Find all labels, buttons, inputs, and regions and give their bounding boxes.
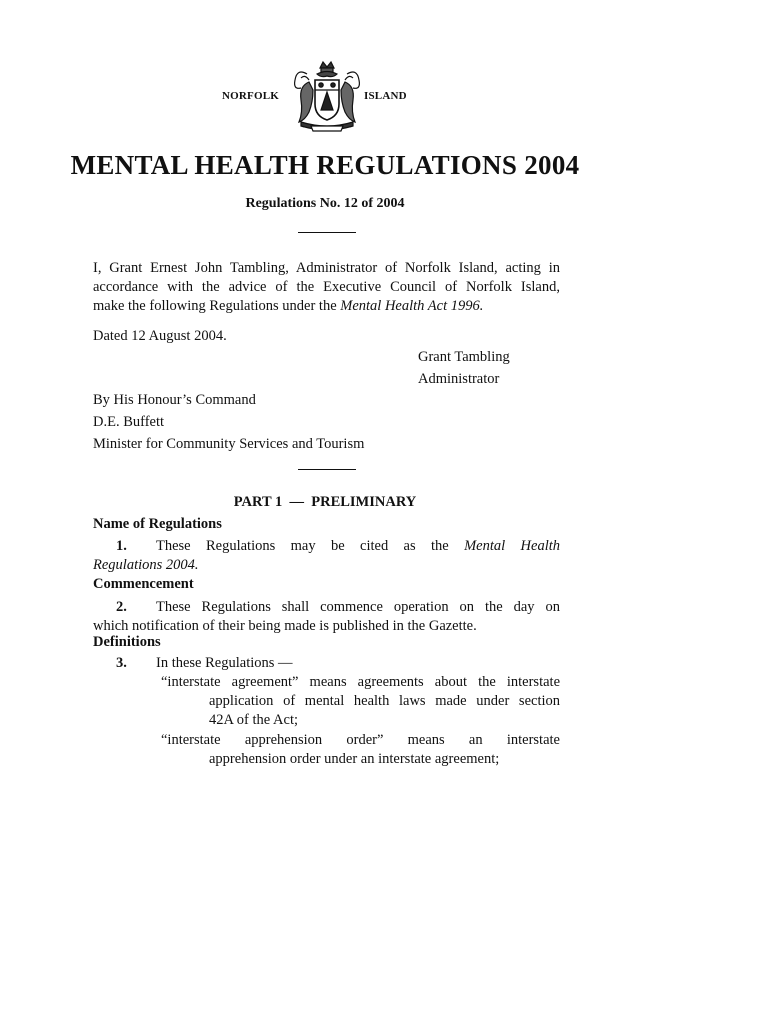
section-1-line-2	[93, 556, 560, 575]
header-norfolk: NORFOLK	[222, 90, 280, 102]
section-3-intro-line	[116, 654, 293, 673]
command-line-2: D.E. Buffett	[93, 414, 165, 430]
section-2-number: 2.	[116, 599, 127, 615]
section-1-body	[93, 537, 560, 575]
def-1-line-2: application of mental health laws made under section	[209, 693, 560, 709]
dated-line: Dated 12 August 2004.	[93, 328, 227, 344]
def-2-line-1: “interstate apprehension order” means an interstate	[161, 732, 560, 748]
section-3-intro: In these Regulations —	[156, 655, 293, 671]
section-3-number: 3.	[116, 655, 127, 671]
preamble-line-3-text: make the following Regulations under the	[93, 298, 341, 314]
command-line-3: Minister for Community Services and Tourism	[93, 436, 365, 452]
header-island: ISLAND	[364, 90, 407, 102]
part-dash: —	[289, 494, 304, 510]
part-heading	[0, 494, 650, 511]
section-2-line-2: which notification of their being made is published in the Gazette.	[93, 618, 477, 634]
command-line-1: By His Honour’s Command	[93, 392, 256, 408]
section-1-number: 1.	[116, 538, 127, 554]
section-1-text: These Regulations may be cited as the	[156, 538, 465, 554]
section-1-line-1	[93, 537, 560, 556]
document-title: MENTAL HEALTH REGULATIONS 2004	[70, 150, 580, 180]
def-1-line-1: “interstate agreement” means agreements about the interstate	[161, 674, 560, 690]
coat-of-arms-icon	[287, 60, 367, 136]
act-name: Mental Health Act 1996.	[340, 298, 484, 314]
preamble-line-3	[93, 297, 560, 316]
part-name: PRELIMINARY	[311, 494, 417, 510]
section-2-line-1	[93, 598, 560, 617]
def-1-line-3: 42A of the Act;	[209, 712, 299, 728]
section-1-italic-1: Mental Health	[464, 538, 560, 554]
title-divider	[298, 232, 356, 233]
preamble	[93, 259, 560, 316]
part-label: PART 1	[233, 494, 283, 510]
section-1-heading: Name of Regulations	[93, 516, 222, 532]
section-2-heading: Commencement	[93, 576, 194, 592]
preamble-line-1: I, Grant Ernest John Tambling, Administrator of Norfolk Island, acting in	[93, 260, 560, 276]
section-3-heading: Definitions	[93, 634, 161, 650]
signatory-name: Grant Tambling	[418, 349, 510, 365]
definition-interstate-apprehension-order	[161, 731, 560, 769]
preamble-line-2: accordance with the advice of the Executive Council of Norfolk Island,	[93, 279, 560, 295]
definition-interstate-agreement	[161, 673, 560, 730]
command-divider	[298, 469, 356, 470]
def-2-line-2: apprehension order under an interstate agreement;	[209, 751, 500, 767]
signatory-role: Administrator	[418, 371, 500, 387]
document-subtitle: Regulations No. 12 of 2004	[245, 196, 405, 211]
section-2-text-1: These Regulations shall commence operation on the day on	[156, 599, 560, 615]
section-1-italic-2: Regulations 2004.	[93, 557, 199, 573]
section-2-body	[93, 598, 560, 636]
